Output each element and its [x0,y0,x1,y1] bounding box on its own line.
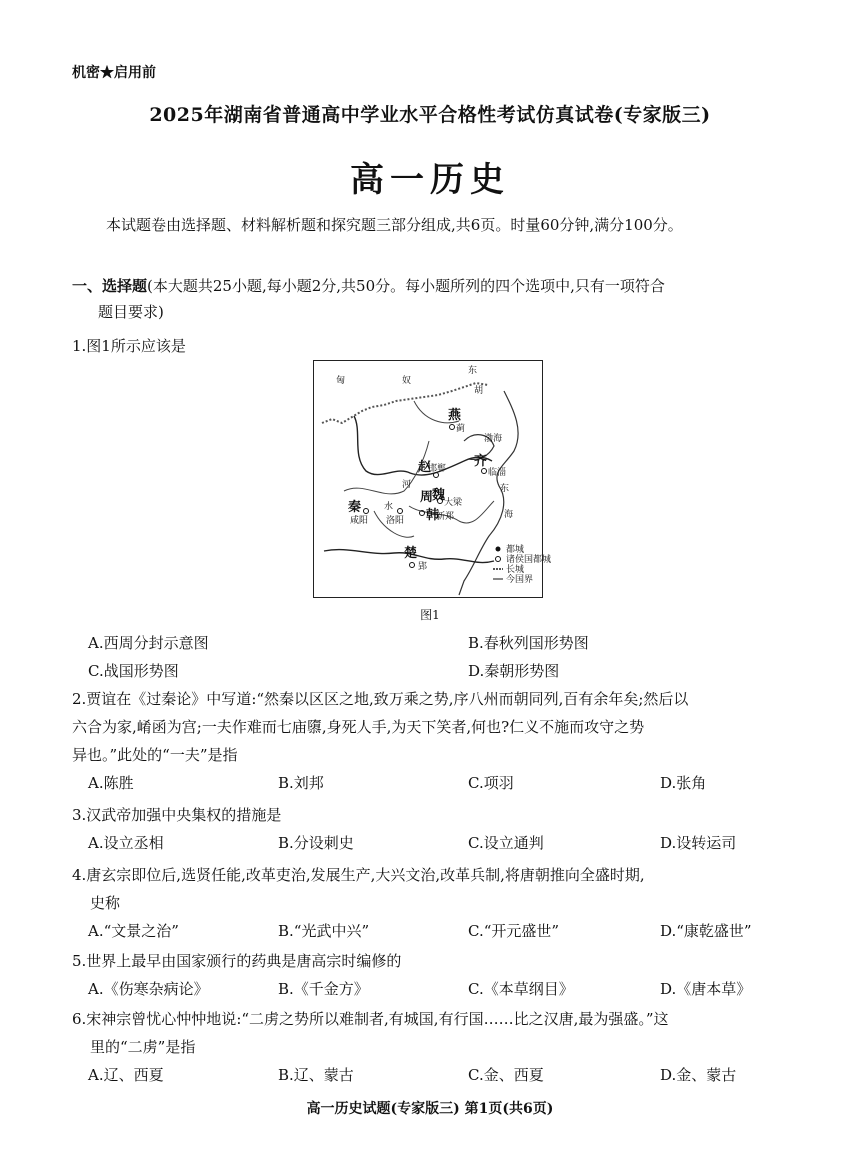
q2-option-b: B.刘邦 [278,774,324,792]
q1-option-b: B.春秋列国形势图 [468,634,589,652]
label-zhou: 周 [420,490,434,505]
q3-option-a: A.设立丞相 [88,834,164,852]
q4-option-b: B.“光武中兴” [278,922,370,940]
capital-marker-luoyang [398,509,403,514]
q5-stem: 5.世界上最早由国家颁行的药典是唐高宗时编修的 [72,952,402,970]
q4-stem-line2: 史称 [90,894,121,912]
q6-option-c: C.金、西夏 [468,1066,544,1084]
page-footer: 高一历史试题(专家版三) 第1页(共6页) [306,1101,554,1117]
q2-stem-line3: 异也。”此处的“一夫”是指 [72,746,238,764]
label-handan: 邯郸 [428,464,447,474]
legend-vassal-symbol [496,557,501,562]
q5-option-a: A.《伤寒杂病论》 [88,980,209,998]
map-svg [314,361,552,597]
label-bohai-1: 渤海 [484,434,503,444]
q6-option-a: A.辽、西夏 [88,1066,164,1084]
label-qi: 齐 [474,454,488,469]
q5-option-c: C.《本草纲目》 [468,980,574,998]
label-han: 韩 [426,508,440,523]
confidential-label: 机密★启用前 [72,65,156,81]
q4-option-c: C.“开元盛世” [468,922,560,940]
label-chu: 楚 [404,546,418,561]
label-river-2: 水 [384,502,394,512]
label-qin: 秦 [348,500,362,515]
q6-option-b: B.辽、蒙古 [278,1066,354,1084]
section-1-desc-line2: 题目要求) [98,303,164,321]
q6-stem-line1: 6.宋神宗曾忧心忡忡地说:“二虏之势所以难制者,有城国,有行国……比之汉唐,最为强盛。”这 [72,1010,669,1028]
capital-marker-xianyang [364,509,369,514]
q4-option-a: A.“文景之治” [88,922,179,940]
capital-marker-ying [410,563,415,568]
q6-stem-line2: 里的“二虏”是指 [90,1038,196,1056]
q4-option-d: D.“康乾盛世” [660,922,752,940]
q3-option-c: C.设立通判 [468,834,544,852]
section-1-heading: 一、选择题 [72,277,148,295]
label-ying: 郢 [418,562,428,572]
capital-marker-linzi [482,469,487,474]
label-daliang: 大梁 [444,498,463,508]
q3-option-b: B.分设刺史 [278,834,354,852]
legend-border: 今国界 [506,575,534,585]
label-xiongnu-2: 奴 [402,376,412,386]
label-ji: 蓟 [456,424,466,434]
q3-stem: 3.汉武帝加强中央集权的措施是 [72,806,282,824]
label-xianyang: 咸阳 [350,516,369,526]
capital-marker-ji [450,425,455,430]
legend-capital-symbol [496,547,501,552]
subject-title: 高一历史 [350,160,510,200]
label-donghu-1: 东 [468,366,478,376]
map-legend [493,543,551,585]
label-donghu-2: 胡 [474,386,484,396]
q2-option-d: D.张角 [660,774,707,792]
section-1-header [72,273,802,325]
label-river-1: 河 [402,480,412,490]
figure-caption: 图1 [420,608,440,622]
label-donghai-1: 东 [500,484,510,494]
exam-title: 2025年湖南省普通高中学业水平合格性考试仿真试卷(专家版三) [149,104,711,126]
q2-stem-line2: 六合为家,崤函为宫;一夫作难而七庙隳,身死人手,为天下笑者,何也?仁义不施而攻守之势 [72,718,645,736]
q5-option-b: B.《千金方》 [278,980,369,998]
label-wei: 魏 [432,488,446,503]
q2-option-c: C.项羽 [468,774,514,792]
q1-option-c: C.战国形势图 [88,662,179,680]
q2-stem-line1: 2.贾谊在《过秦论》中写道:“然秦以区区之地,致万乘之势,序八州而朝同列,百有余年矣;然后以 [72,690,689,708]
q3-option-d: D.设转运司 [660,834,737,852]
q4-stem-line1: 4.唐玄宗即位后,选贤任能,改革吏治,发展生产,大兴文治,改革兵制,将唐朝推向全盛时期, [72,866,645,884]
legend-great-wall: 长城 [506,565,525,575]
question-1-stem: 1.图1所示应该是 [72,337,186,355]
label-donghai-2: 海 [504,510,514,520]
label-yan: 燕 [448,408,462,423]
label-linzi: 临淄 [488,468,507,478]
q1-option-a: A.西周分封示意图 [88,634,209,652]
legend-capital: 都城 [506,545,525,555]
section-1-desc-line1: (本大题共25小题,每小题2分,共50分。每小题所列的四个选项中,只有一项符合 [147,277,665,295]
q2-option-a: A.陈胜 [88,774,134,792]
label-luoyang: 洛阳 [386,516,405,526]
warring-states-map [313,360,552,598]
label-zhao: 赵 [418,460,432,475]
label-xiongnu-1: 匈 [336,376,346,386]
q5-option-d: D.《唐本草》 [660,980,752,998]
label-xinzheng: 新郑 [436,512,455,522]
exam-intro: 本试题卷由选择题、材料解析题和探究题三部分组成,共6页。时量60分钟,满分100分。 [106,216,683,234]
state-border-1 [344,441,432,494]
q1-option-d: D.秦朝形势图 [468,662,560,680]
great-wall-line [322,383,488,423]
legend-vassal-capital: 诸侯国都城 [506,555,552,565]
q6-option-d: D.金、蒙古 [660,1066,737,1084]
